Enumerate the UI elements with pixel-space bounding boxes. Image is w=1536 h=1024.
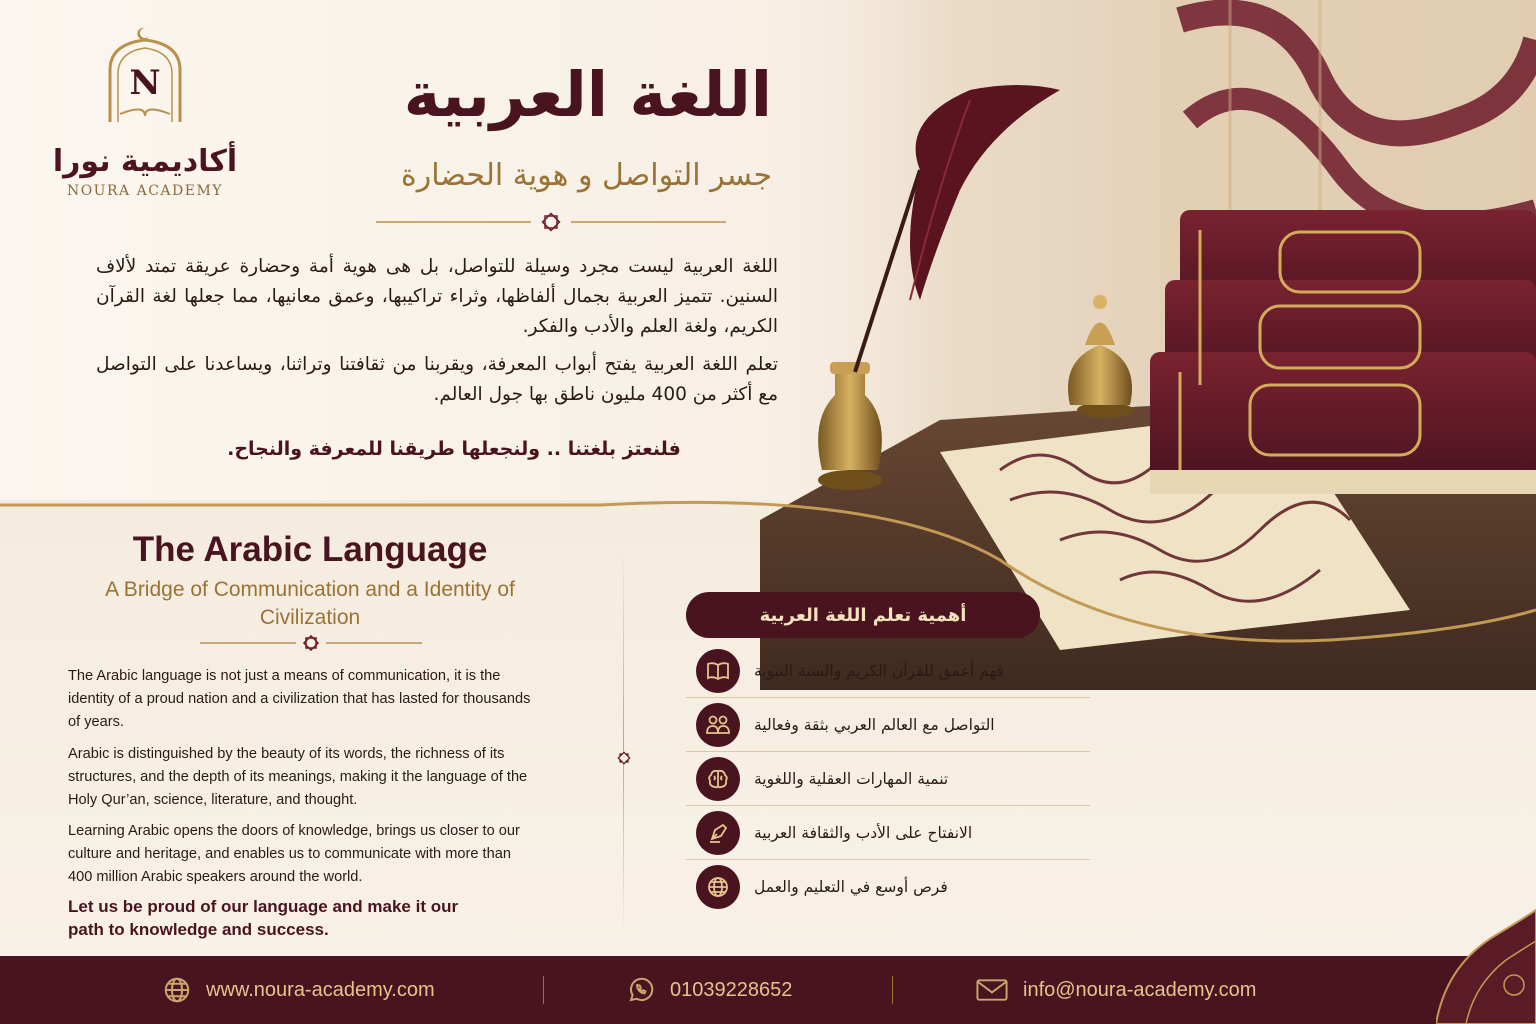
arabic-title: اللغة العربية xyxy=(403,58,772,131)
arabic-ornament-divider xyxy=(376,210,726,234)
arabic-body xyxy=(96,252,778,418)
footer-email[interactable] xyxy=(975,956,1256,1024)
list-item xyxy=(686,752,1090,806)
arabic-paragraph-1: اللغة العربية ليست مجرد وسيلة للتواصل، بل هى هوية أمة وحضارة عريقة تمتد لألاف السنين. تتميز العربية بجمال ألفاظها، وثراء تراكيبها، وعمق معانيها، مما جعلها لغة القرآن الكريم، ولغة العلم والأدب والفكر. xyxy=(96,256,778,337)
benefit-label: فرص أوسع في التعليم والعمل xyxy=(754,878,948,896)
corner-ornament xyxy=(1436,905,1536,1024)
vertical-divider xyxy=(623,548,624,938)
pen-nib-icon xyxy=(696,811,740,855)
footer-website[interactable] xyxy=(162,956,435,1024)
footer-phone[interactable] xyxy=(626,956,792,1024)
english-paragraph-2: Arabic is distinguished by the beauty of its words, the richness of its structures, and the depth of its meanings, making it the language of the Holy Qur’an, science, literature, and thought. xyxy=(68,745,528,808)
footer-separator xyxy=(543,976,544,1004)
arabic-subtitle: جسر التواصل و هوية الحضارة xyxy=(400,158,772,193)
books-quill-illustration xyxy=(760,0,1536,690)
benefit-label: تنمية المهارات العقلية واللغوية xyxy=(754,769,949,788)
english-body xyxy=(68,665,538,898)
arabic-call-to-action: فلنعتز بلغتنا .. ولنجعلها طريقنا للمعرفة والنجاح. xyxy=(227,438,681,460)
benefit-label: التواصل مع العالم العربي بثقة وفعالية xyxy=(754,715,995,734)
list-item xyxy=(686,698,1090,752)
english-title: The Arabic Language xyxy=(132,530,488,569)
brain-icon xyxy=(696,757,740,801)
benefits-list xyxy=(686,644,1090,914)
divider-star-icon xyxy=(614,748,634,768)
english-paragraph-1: The Arabic language is not just a means of communication, it is the identity of a proud nation and a civilization that has lasted for thousands of years. xyxy=(68,668,531,730)
english-call-to-action: Let us be proud of our language and make it our path to knowledge and success. xyxy=(68,897,459,939)
benefit-label: الانفتاح على الأدب والثقافة العربية xyxy=(754,823,973,842)
people-icon xyxy=(696,703,740,747)
list-item xyxy=(686,644,1090,698)
phone-number[interactable]: 01039228652 xyxy=(670,978,793,1001)
arabic-paragraph-2: تعلم اللغة العربية يفتح أبواب المعرفة، ويقربنا من ثقافتنا وتراثنا، ويساعدنا على التواصل مع أكثر من 400 مليون ناطق بها جول العالم. xyxy=(96,353,778,405)
benefits-heading: أهمية تعلم اللغة العربية xyxy=(686,592,1040,638)
benefit-label: فهم أعمق للقرآن الكريم والسنة النبوية xyxy=(754,661,1004,680)
english-ornament-divider xyxy=(200,632,422,654)
footer-bar xyxy=(0,956,1536,1024)
globe-icon xyxy=(696,865,740,909)
footer-separator xyxy=(892,976,893,1004)
english-subtitle: A Bridge of Communication and a Identity of Civilization xyxy=(105,578,515,630)
envelope-icon xyxy=(975,976,1009,1004)
academy-logo[interactable] xyxy=(50,22,240,199)
list-item xyxy=(686,806,1090,860)
brand-name-arabic: أكاديمية نورا xyxy=(52,144,238,179)
email-link[interactable]: info@noura-academy.com xyxy=(1023,978,1257,1001)
list-item xyxy=(686,860,1090,914)
english-paragraph-3: Learning Arabic opens the doors of knowledge, brings us closer to our culture and heritage, and enables us to communicate with more than 400 million Arabic speakers around the world. xyxy=(68,823,520,886)
mosque-arch-logo-icon xyxy=(100,22,190,132)
logo-letter: N xyxy=(129,63,161,103)
website-link[interactable]: www.noura-academy.com xyxy=(206,978,435,1001)
brand-name-english: NOURA ACADEMY xyxy=(66,183,224,199)
globe-icon xyxy=(162,975,192,1005)
open-book-icon xyxy=(696,649,740,693)
whatsapp-icon xyxy=(626,975,656,1005)
